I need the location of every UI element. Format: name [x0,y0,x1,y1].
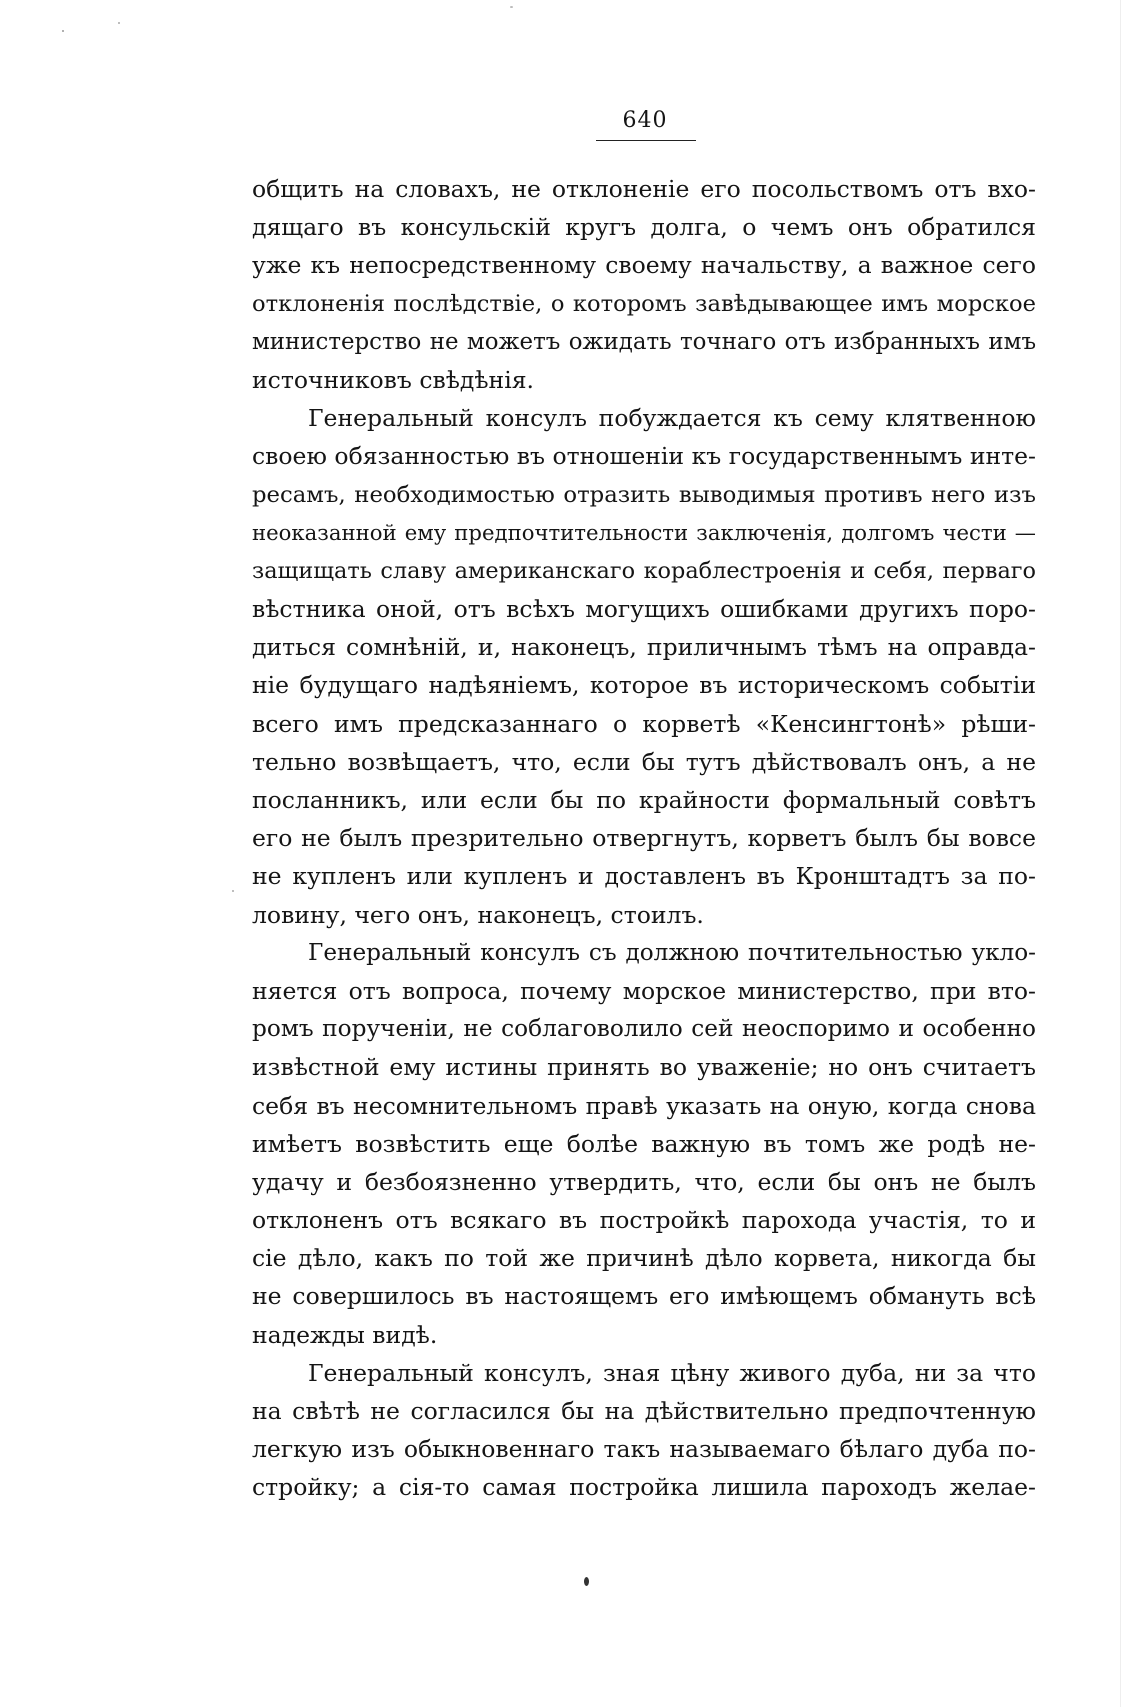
text-line: министерство не можетъ ожидать точнаго отъ избранныхъ имъ [252,328,1036,355]
text-line: отклоненъ отъ всякаго въ постройкѣ парохода участія, то и [252,1206,1036,1235]
text-line: своею обязанностью въ отношеніи къ государственнымъ инте- [252,442,1036,471]
scan-edge-mark [1120,0,1121,1707]
text-line: легкую изъ обыкновеннаго такъ называемаго бѣлаго дуба по- [252,1435,1036,1464]
text-line: источниковъ свѣдѣнія. [252,365,534,394]
text-line: отклоненія послѣдствіе, о которомъ завѣдывающее имъ морское [252,290,1036,317]
text-line: на свѣтѣ не согласился бы на дѣйствительно предпочтенную [252,1397,1036,1425]
text-line: удачу и безбоязненно утвердить, что, если бы онъ не былъ [252,1167,1036,1196]
text-line: дящаго въ консульскій кругъ долга, о чемъ онъ обратился [252,213,1036,242]
text-line: извѣстной ему истины принять во уваженіе; но онъ считаетъ [252,1053,1036,1082]
text-line: вѣстника оной, отъ всѣхъ могущихъ ошибками другихъ поро- [252,595,1036,624]
text-line: сіе дѣло, какъ по той же причинѣ дѣло корвета, никогда бы [252,1244,1036,1273]
text-body [252,170,1036,1507]
text-line: посланникъ, или если бы по крайности формальный совѣтъ [252,786,1036,814]
text-line: Генеральный консулъ побуждается къ сему клятвенною [308,404,1036,433]
page-number: 640 [622,108,668,133]
paragraph-4 [252,1354,1036,1507]
text-line: неоказанной ему предпочтительности заключенія, долгомъ чести — [252,519,1036,545]
text-line: ловину, чего онъ, наконецъ, стоилъ. [252,900,704,929]
text-line: стройку; а сія-то самая постройка лишила пароходъ желае- [252,1473,1036,1502]
text-line: Генеральный консулъ съ должною почтительностью укло- [308,939,1036,966]
text-line: всего имъ предсказаннаго о корветѣ «Кенсингтонѣ» рѣши- [252,709,1036,738]
text-line: няется отъ вопроса, почему морское министерство, при вто- [252,976,1036,1005]
ink-speck [62,30,64,32]
text-line: диться сомнѣній, и, наконецъ, приличнымъ тѣмъ на оправда- [252,633,1036,662]
ink-speck [510,6,513,8]
text-line: имѣетъ возвѣстить еще болѣе важную въ томъ же родѣ не- [252,1129,1036,1158]
header-rule [596,140,696,141]
text-line: себя въ несомнительномъ правѣ указать на оную, когда снова [252,1091,1036,1120]
paragraph-1 [252,170,1036,399]
ink-speck [118,22,120,24]
paragraph-2 [252,399,1036,934]
ink-speck [584,1577,589,1586]
text-line: тельно возвѣщаетъ, что, если бы тутъ дѣйствовалъ онъ, а не [252,747,1036,776]
text-line: защищать славу американскаго кораблестроенія и себя, перваго [252,557,1036,584]
text-line: уже къ непосредственному своему начальству, а важное сего [252,251,1036,280]
ink-speck [232,890,234,892]
text-line: его не былъ презрительно отвергнутъ, корветъ былъ бы вовсе [252,824,1036,853]
text-line: ромъ порученіи, не соблаговолило сей неоспоримо и особенно [252,1015,1036,1043]
paragraph-3 [252,934,1036,1354]
text-line: ресамъ, необходимостью отразить выводимыя противъ него изъ [252,481,1036,508]
text-line: ніе будущаго надѣяніемъ, которое въ историческомъ событіи [252,671,1036,700]
text-line: не купленъ или купленъ и доставленъ въ Кронштадтъ за по- [252,862,1036,891]
text-line: общить на словахъ, не отклоненіе его посольствомъ отъ вхо- [252,175,1036,203]
text-line: Генеральный консулъ, зная цѣну живого дуба, ни за что [308,1358,1036,1387]
text-line: надежды видѣ. [252,1320,438,1349]
text-line: не совершилось въ настоящемъ его имѣющемъ обмануть всѣ [252,1282,1036,1311]
